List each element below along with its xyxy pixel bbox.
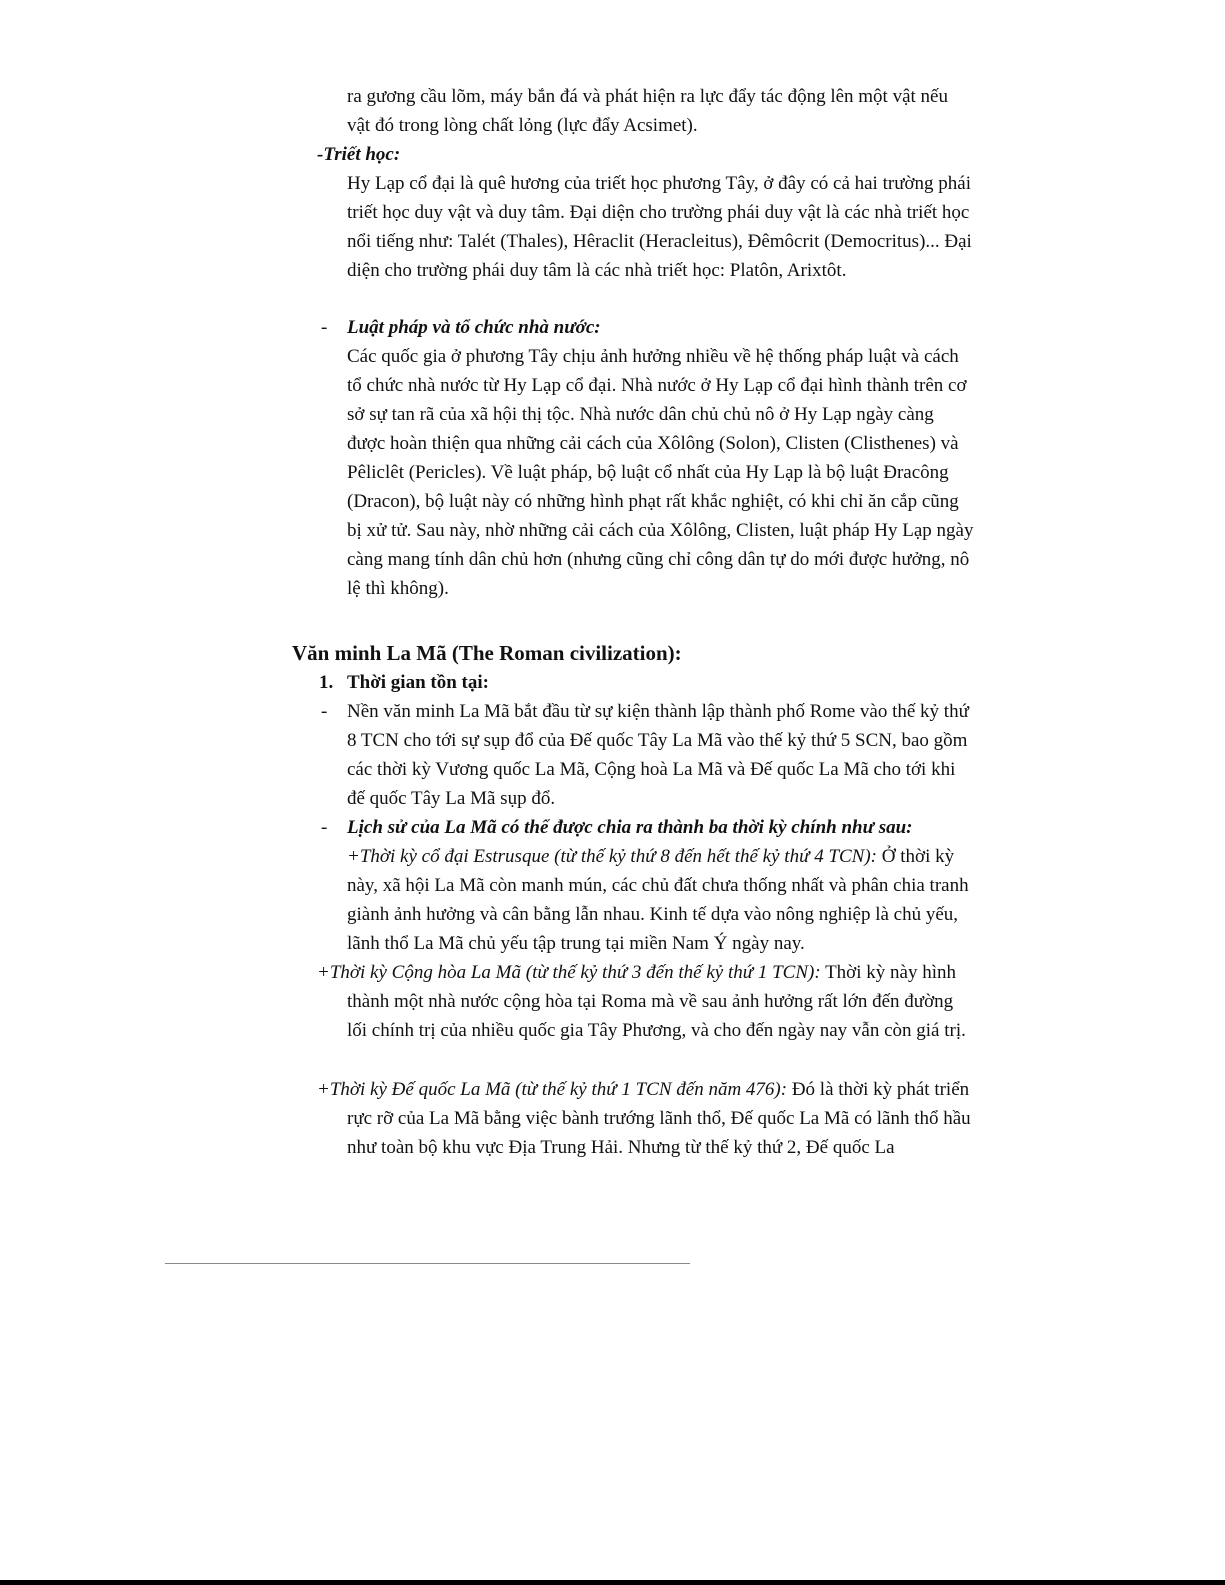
period-etruscan-label: +Thời kỳ cổ đại Estrusque (từ thế kỷ thứ 8 đến hết thế kỷ thứ 4 TCN): [347, 846, 878, 867]
continuation-paragraph: ra gương cầu lõm, máy bắn đá và phát hiện ra lực đẩy tác động lên một vật nếu vật đó trong lòng chất lỏng (lực đẩy Acsimet). [347, 86, 948, 136]
bullet1-paragraph: Nền văn minh La Mã bắt đầu từ sự kiện thành lập thành phố Rome vào thế kỷ thứ 8 TCN cho tới sự sụp đổ của Đế quốc Tây La Mã vào thế kỷ thứ 5 SCN, bao gồm các thời kỳ Vương quốc La Mã, Cộng hoà La Mã và Đế quốc La Mã cho tới khi đế quốc Tây La Mã sụp đổ. [347, 701, 969, 809]
period-empire [317, 1075, 975, 1162]
period-etruscan [317, 842, 975, 958]
philosophy-label: -Triết học: [317, 144, 401, 165]
law-dash: - [321, 317, 328, 338]
bullet2-heading: Lịch sử của La Mã có thể được chia ra thành ba thời kỳ chính như sau: [347, 817, 913, 838]
bullet1-dash: - [321, 701, 328, 722]
law-paragraph: Các quốc gia ở phương Tây chịu ảnh hưởng nhiều về hệ thống pháp luật và cách tổ chức nhà nước từ Hy Lạp cổ đại. Nhà nước ở Hy Lạp cổ đại hình thành trên cơ sở sự tan rã của xã hội thị tộc. Nhà nước dân chủ chủ nô ở Hy Lạp ngày càng được hoàn thiện qua những cải cách của Xôlông (Solon), Clisten (Clisthenes) và Pêliclêt (Pericles). Về luật pháp, bộ luật cổ nhất của Hy Lạp là bộ luật Đracông (Dracon), bộ luật này có những hình phạt rất khắc nghiệt, có khi chỉ ăn cắp cũng bị xử tử. Sau này, nhờ những cải cách của Xôlông, Clisten, luật pháp Hy Lạp ngày càng mang tính dân chủ hơn (nhưng cũng chỉ công dân tự do mới được hưởng, nô lệ thì không). [347, 346, 974, 599]
period-republic-text: Thời kỳ này hình thành một nhà nước cộng hòa tại Roma mà về sau ảnh hưởng rất lớn đến đường lối chính trị của nhiều quốc gia Tây Phương, và cho đến ngày nay vẫn còn giá trị. [347, 962, 966, 1041]
period-empire-label: +Thời kỳ Đế quốc La Mã (từ thế kỷ thứ 1 TCN đến năm 476): [317, 1079, 788, 1100]
roman-heading: Văn minh La Mã (The Roman civilization): [292, 641, 682, 665]
section1-title: Thời gian tồn tại: [347, 672, 489, 693]
period-etruscan-text: Ở thời kỳ này, xã hội La Mã còn manh mún, các chủ đất chưa thống nhất và phân chia tranh giành ảnh hưởng và cân bằng lẫn nhau. Kinh tế dựa vào nông nghiệp là chủ yếu, lãnh thổ La Mã chủ yếu tập trung tại miền Nam Ý ngày nay. [347, 846, 969, 954]
law-label: Luật pháp và tổ chức nhà nước: [347, 317, 601, 338]
period-republic [317, 958, 975, 1045]
footnote-separator [165, 1263, 690, 1264]
philosophy-paragraph: Hy Lạp cổ đại là quê hương của triết học phương Tây, ở đây có cả hai trường phái triết học duy vật và duy tâm. Đại diện cho trường phái duy vật là các nhà triết học nổi tiếng như: Talét (Thales), Hêraclit (Heracleitus), Đêmôcrit (Democritus)... Đại diện cho trường phái duy tâm là các nhà triết học: Platôn, Arixtôt. [347, 173, 972, 281]
period-empire-text: Đó là thời kỳ phát triển rực rỡ của La Mã bằng việc bành trướng lãnh thổ, Đế quốc La Mã có lãnh thổ hầu như toàn bộ khu vực Địa Trung Hải. Nhưng từ thế kỷ thứ 2, Đế quốc La [347, 1079, 971, 1158]
bullet2-dash: - [321, 817, 328, 838]
section1-number: 1. [319, 672, 334, 693]
period-republic-label: +Thời kỳ Cộng hòa La Mã (từ thế kỷ thứ 3 đến thế kỷ thứ 1 TCN): [317, 962, 821, 983]
page-bottom-edge [0, 1580, 1225, 1585]
